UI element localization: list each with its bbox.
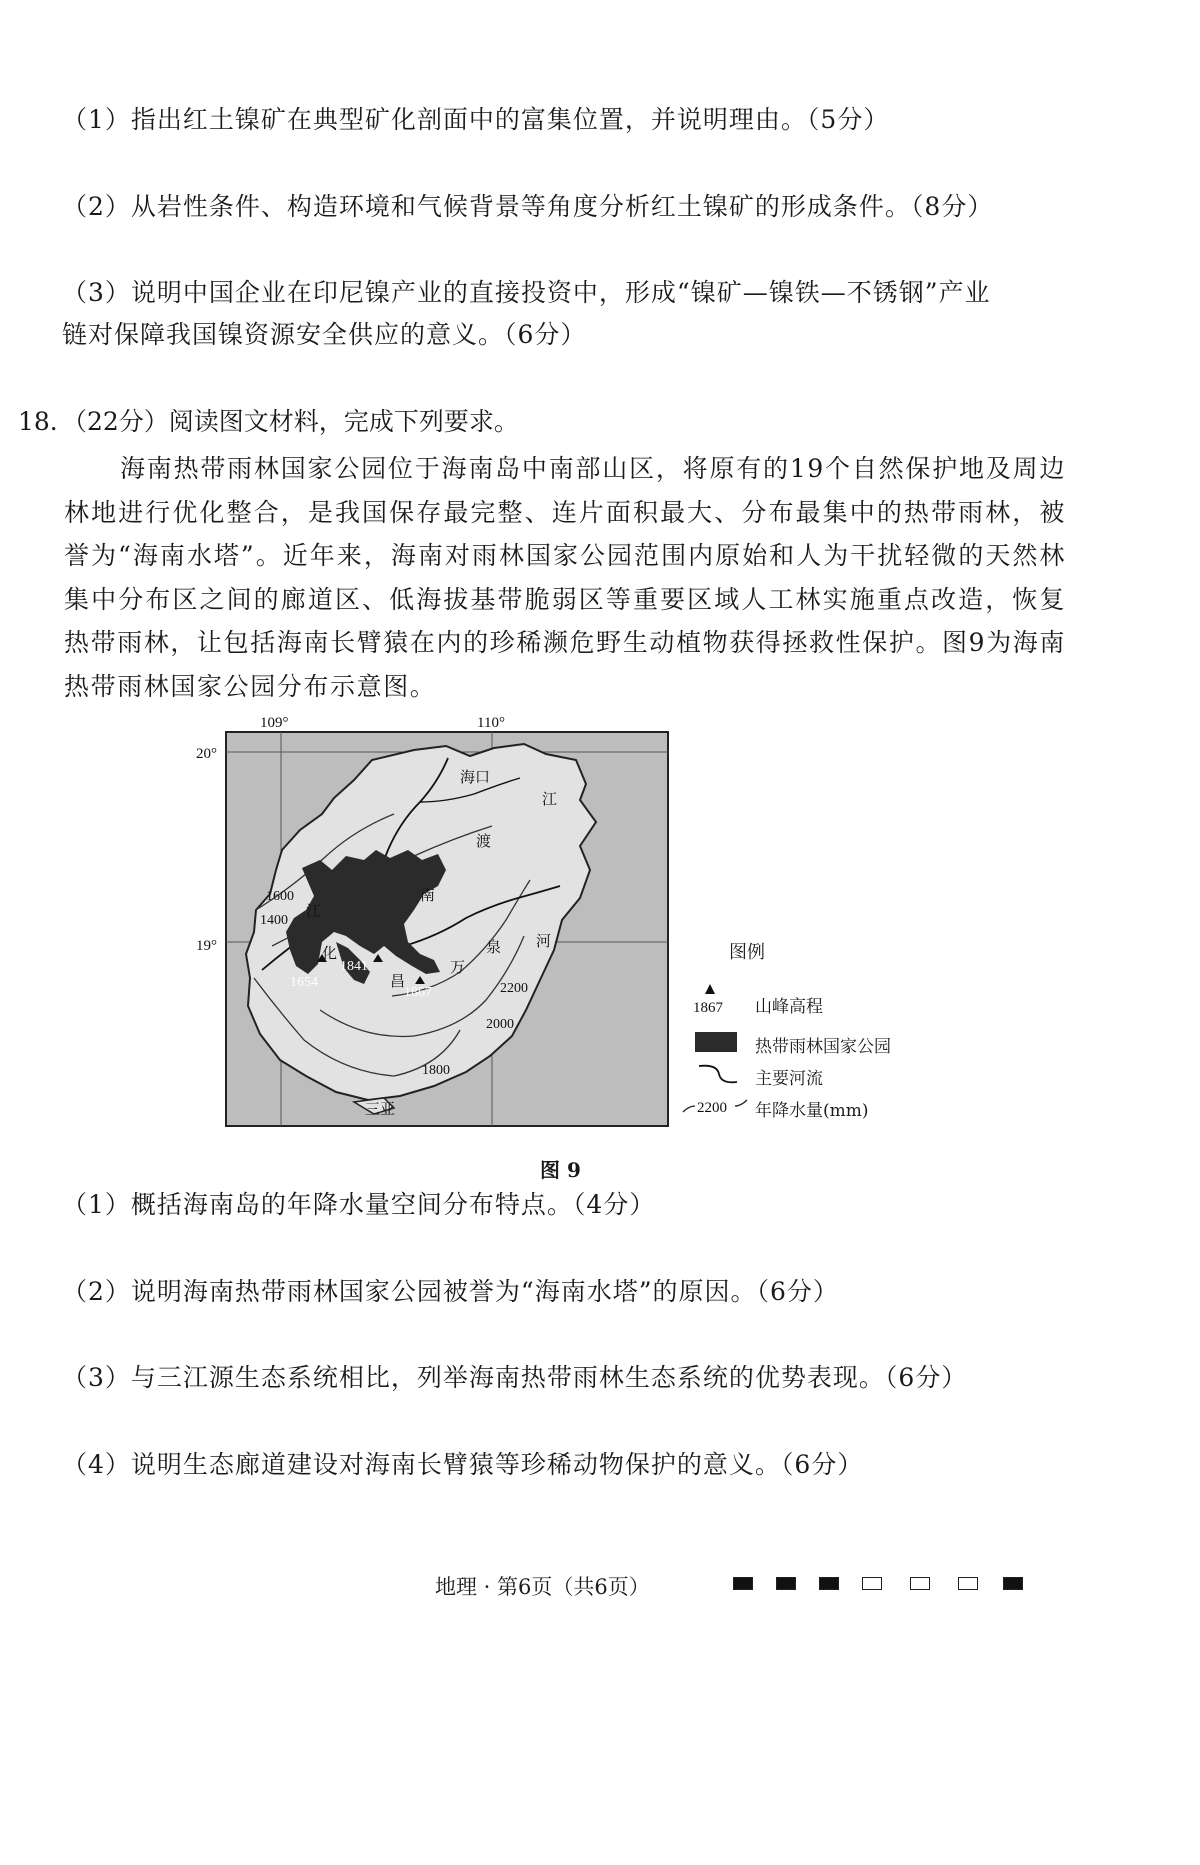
map-legend — [693, 938, 943, 1120]
page-mark-4 — [862, 1577, 882, 1590]
river-label-quan: 泉 — [486, 940, 502, 956]
prev-question-2: （2）从岩性条件、构造环境和气候背景等角度分析红土镍矿的形成条件。（8分） — [62, 192, 994, 221]
question-number: 18. — [18, 407, 58, 436]
peak-label-1654: 1654 — [290, 975, 318, 990]
page-mark-5 — [910, 1577, 930, 1590]
peak-label-1867: 1867 — [404, 985, 432, 1000]
peak-label-1841: 1841 — [340, 959, 368, 974]
svg-text:2200: 2200 — [697, 1100, 727, 1116]
page-mark-3 — [819, 1577, 839, 1590]
prev-question-3-line1: （3）说明中国企业在印尼镍产业的直接投资中，形成“镍矿—镍铁—不锈钢”产业 — [62, 278, 991, 307]
river-label-jiang-1: 江 — [542, 792, 558, 808]
legend-row-park — [693, 1030, 943, 1058]
legend-park-label: 热带雨林国家公园 — [755, 1037, 891, 1057]
river-label-chang: 昌 — [390, 974, 406, 990]
figure-caption: 图 9 — [540, 1158, 581, 1182]
material-paragraph: 海南热带雨林国家公园位于海南岛中南部山区，将原有的19个自然保护地及周边林地进行优化整合，是我国保存最完整、连片面积最大、分布最集中的热带雨林，被誉为“海南水塔”。近年来，海南对雨林国家公园范围内原始和人为干扰轻微的天然林集中分布区之间的廊道区、低海拔基带脆弱区等重要区域人工林实施重点改造，恢复热带雨林，让包括海南长臂猿在内的珍稀濒危野生动植物获得拯救性保护。图9为海南热带雨林国家公园分布示意图。 — [64, 454, 1066, 701]
legend-row-river — [693, 1062, 943, 1090]
lat-label-20: 20° — [196, 746, 217, 762]
city-haikou: 海口 — [460, 770, 491, 786]
river-label-jiang-2: 江 — [306, 904, 322, 920]
page-footer: 地理 · 第6页（共6页） — [435, 1575, 650, 1599]
city-sanya: 三亚 — [365, 1102, 396, 1118]
peak-triangle-icon — [693, 980, 753, 1020]
page-mark-6 — [958, 1577, 978, 1590]
legend-peak-label: 山峰高程 — [755, 997, 823, 1017]
page-mark-1 — [733, 1577, 753, 1590]
river-label-he: 河 — [536, 934, 552, 950]
river-line-icon — [693, 1062, 743, 1088]
subquestion-1: （1）概括海南岛的年降水量空间分布特点。（4分） — [62, 1190, 656, 1219]
lat-label-19: 19° — [196, 938, 217, 954]
legend-river-label: 主要河流 — [755, 1069, 823, 1089]
subquestion-3: （3）与三江源生态系统相比，列举海南热带雨林生态系统的优势表现。（6分） — [62, 1363, 968, 1392]
legend-isohyet-label: 年降水量(mm) — [755, 1101, 869, 1121]
prev-question-1: （1）指出红土镍矿在典型矿化剖面中的富集位置，并说明理由。（5分） — [62, 105, 890, 134]
legend-title: 图例 — [729, 942, 765, 963]
prev-question-3-line2: 链对保障我国镍资源安全供应的意义。（6分） — [62, 320, 587, 349]
legend-row-isohyet — [693, 1094, 943, 1122]
river-label-nan: 南 — [420, 888, 436, 904]
isohyet-label-1600: 1600 — [266, 889, 294, 904]
isohyet-label-2200: 2200 — [500, 981, 528, 996]
river-label-du: 渡 — [476, 834, 492, 850]
river-label-wan: 万 — [450, 960, 466, 976]
svg-text:1867: 1867 — [693, 1000, 723, 1016]
question-header: （22分）阅读图文材料，完成下列要求。 — [62, 407, 519, 436]
lon-label-110: 110° — [477, 715, 505, 731]
isohyet-label-1800: 1800 — [422, 1063, 450, 1078]
page-mark-7 — [1003, 1577, 1023, 1590]
subquestion-2: （2）说明海南热带雨林国家公园被誉为“海南水塔”的原因。（6分） — [62, 1277, 839, 1306]
isohyet-line-icon — [681, 1094, 751, 1120]
isohyet-label-1400: 1400 — [260, 913, 288, 928]
subquestion-4: （4）说明生态廊道建设对海南长臂猿等珍稀动物保护的意义。（6分） — [62, 1450, 864, 1479]
page-mark-2 — [776, 1577, 796, 1590]
isohyet-label-2000: 2000 — [486, 1017, 514, 1032]
lon-label-109: 109° — [260, 715, 289, 731]
park-swatch-icon — [695, 1032, 737, 1052]
hainan-map — [196, 710, 670, 1126]
legend-row-peak — [693, 988, 943, 1016]
river-label-hua: 化 — [322, 946, 338, 962]
